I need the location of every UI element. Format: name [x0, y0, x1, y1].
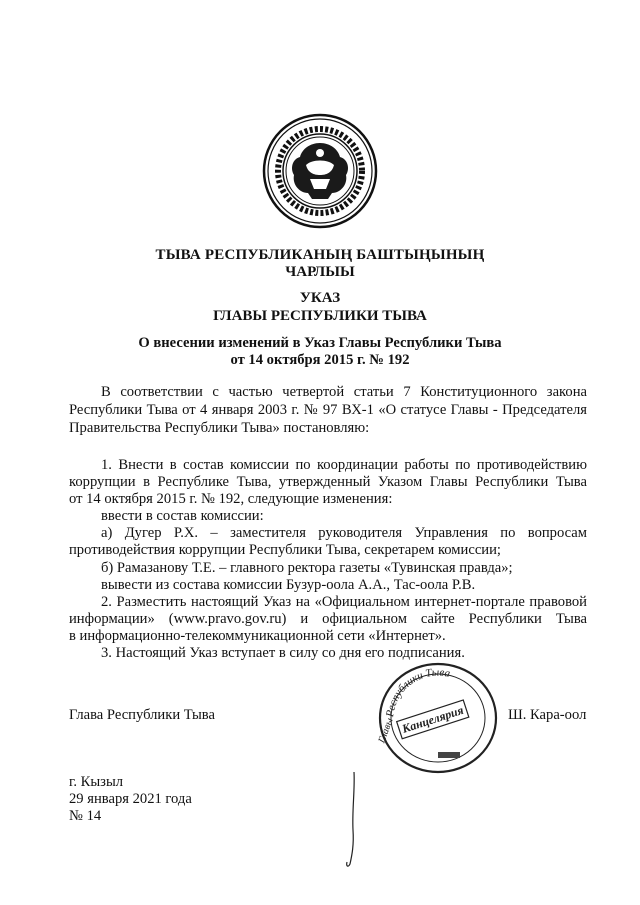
item2-line-1: 2. Разместить настоящий Указ на «Официальном интернет-портале правовой	[101, 594, 587, 610]
signatory-name: Ш. Кара-оол	[508, 707, 587, 723]
place-of-signing: г. Кызыл	[69, 774, 124, 790]
item1-intro: ввести в состав комиссии:	[101, 508, 264, 524]
stamp-outer-text: Республики Тыва	[384, 666, 452, 718]
document-title-line-2: от 14 октября 2015 г. № 192	[230, 352, 410, 368]
preamble-line-3: Правительства Республики Тыва» постановляю:	[69, 420, 370, 436]
item1-a-line-2: противодействия коррупции Республики Тыва, секретарем комиссии;	[69, 542, 501, 558]
item2-line-3: в информационно-телекоммуникационной сети «Интернет».	[69, 628, 446, 644]
handwritten-signature-icon	[338, 770, 368, 870]
stamp-left-text: Главы	[376, 716, 396, 745]
signing-date: 29 января 2021 года	[69, 791, 192, 807]
decree-word: УКАЗ	[299, 290, 341, 306]
document-title-line-1: О внесении изменений в Указ Главы Республики Тыва	[138, 335, 502, 351]
decree-authority: ГЛАВЫ РЕСПУБЛИКИ ТЫВА	[213, 308, 427, 324]
official-stamp-icon	[372, 660, 502, 775]
item1-remove: вывести из состава комиссии Бузур-оола А.А., Тас-оола Р.В.	[101, 577, 476, 593]
item1-a-line-1: а) Дугер Р.Х. – заместителя руководителя Управления по вопросам	[101, 525, 587, 541]
header-line-1: ТЫВА РЕСПУБЛИКАНЫҢ БАШТЫҢЫНЫҢ	[155, 247, 485, 263]
item1-b: б) Рамазанову Т.Е. – главного ректора газеты «Тувинская правда»;	[101, 560, 513, 576]
stamp-inner-text: Канцелярия	[400, 702, 466, 736]
item1-line-2: коррупции в Республике Тыва, утвержденный Указом Главы Республики Тыва	[69, 474, 587, 490]
header-line-2: ЧАРЛЫЫ	[285, 264, 355, 280]
preamble-line-2: Республики Тыва от 4 января 2003 г. № 97 ВХ-1 «О статусе Главы - Председателя	[69, 402, 587, 418]
signatory-position: Глава Республики Тыва	[69, 707, 215, 723]
item2-line-2: информации» (www.pravo.gov.ru) и официальном сайте Республики Тыва	[69, 611, 587, 627]
decree-number: № 14	[69, 808, 102, 824]
item1-line-1: 1. Внести в состав комиссии по координации работы по противодействию	[101, 457, 587, 473]
tuva-coat-of-arms-icon	[262, 113, 378, 229]
preamble-line-1: В соответствии с частью четвертой статьи 7 Конституционного закона	[101, 384, 587, 400]
item1-line-3: от 14 октября 2015 г. № 192, следующие изменения:	[69, 491, 393, 507]
item3: 3. Настоящий Указ вступает в силу со дня его подписания.	[101, 645, 465, 661]
